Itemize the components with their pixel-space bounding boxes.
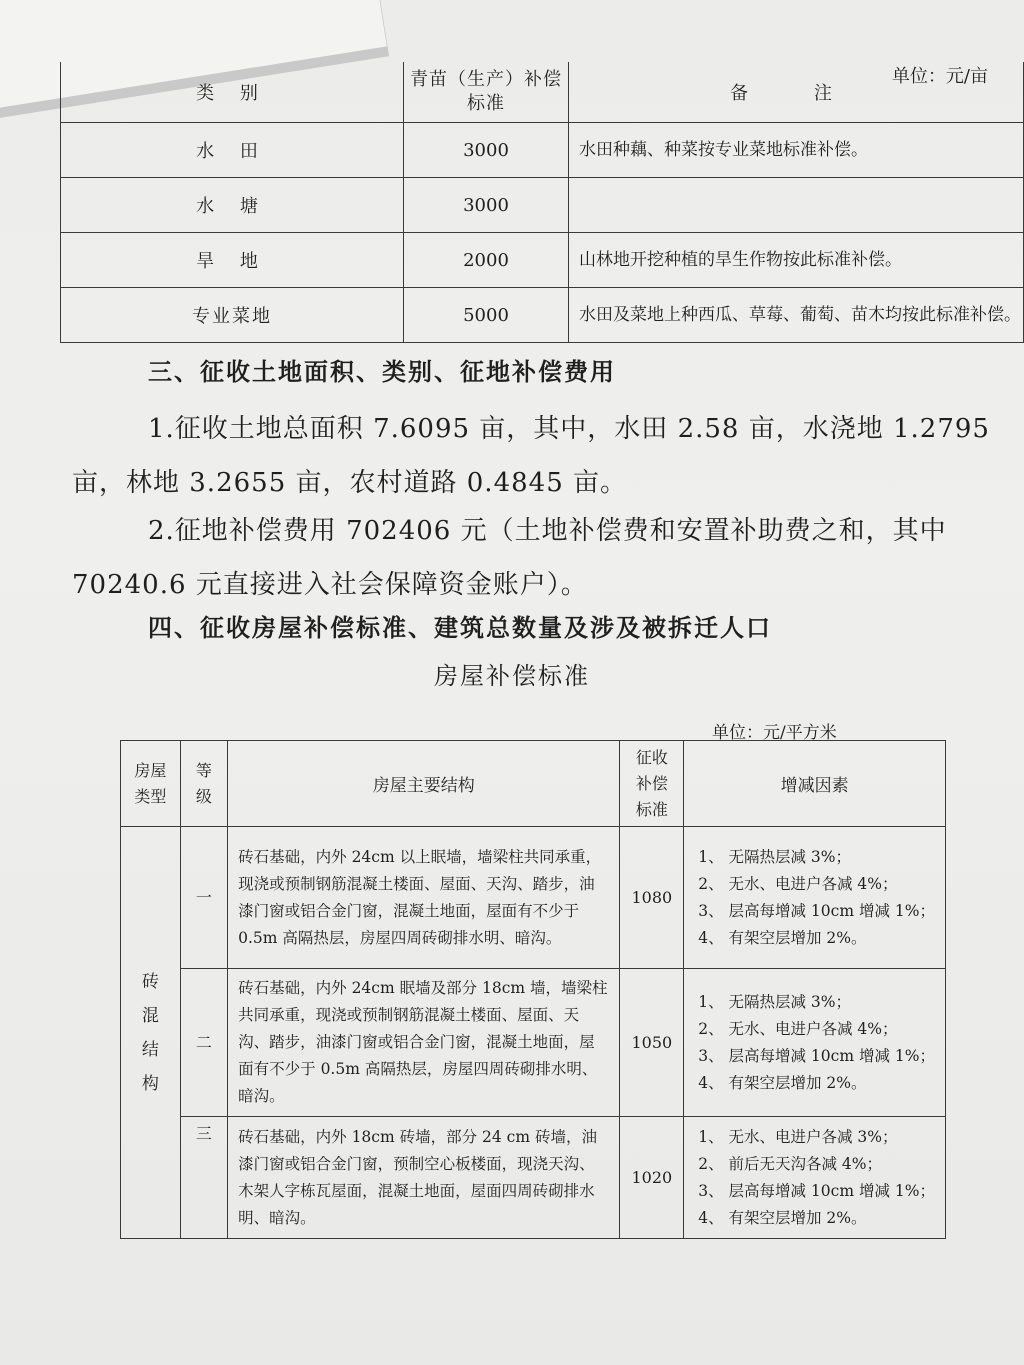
header-type: 类 别	[61, 62, 404, 123]
factor-item: 3、 层高每增减 10cm 增减 1%；	[698, 1181, 935, 1200]
section4-heading: 四、征收房屋补偿标准、建筑总数量及涉及被拆迁人口	[148, 613, 772, 642]
row-note: 水田种藕、种菜按专业菜地标准补偿。	[569, 123, 1024, 178]
row-level: 一	[180, 827, 227, 969]
factor-item: 4、 有架空层增加 2%。	[698, 928, 867, 947]
table-row	[61, 288, 1024, 343]
table-header-row	[121, 741, 946, 827]
header-standard-text: 征收补偿标准	[635, 747, 668, 819]
row-standard: 3000	[404, 123, 569, 178]
section3-paragraph-2: 2.征地补偿费用 702406 元（土地补偿费和安置补助费之和，其中 70240.6 元直接进入社会保障资金账户）。	[72, 516, 947, 600]
table-row	[61, 233, 1024, 288]
section3-paragraph-1: 1.征收土地总面积 7.6095 亩，其中，水田 2.58 亩，水浇地 1.2795 亩，林地 3.2655 亩，农村道路 0.4845 亩。	[72, 414, 990, 498]
row-structure: 砖石基础，内外 18cm 砖墙，部分 24 cm 砖墙，油漆门窗或铝合金门窗，预制空心板楼面，现浇天沟、木架人字栋瓦屋面，混凝土地面，屋面四周砖砌排水明、暗沟。	[228, 1117, 620, 1239]
header-house-type	[121, 741, 181, 827]
header-level	[180, 741, 227, 827]
crop-table-unit: 单位：元/亩	[891, 66, 988, 87]
row-factors	[684, 1117, 946, 1239]
row-level: 二	[180, 969, 227, 1117]
table-row	[121, 1117, 946, 1239]
row-standard: 1020	[620, 1117, 684, 1239]
factor-item: 1、 无隔热层减 3%；	[698, 992, 852, 1011]
row-note: 山林地开挖种植的旱生作物按此标准补偿。	[569, 233, 1024, 288]
header-factors: 增减因素	[684, 741, 946, 827]
table-header-row	[61, 62, 1024, 123]
factor-item: 1、 无隔热层减 3%；	[698, 847, 852, 866]
factor-item: 4、 有架空层增加 2%。	[698, 1073, 867, 1092]
factor-item: 3、 层高每增减 10cm 增减 1%；	[698, 1046, 935, 1065]
table-row	[61, 178, 1024, 233]
row-type: 水 田	[61, 123, 404, 178]
factor-item: 2、 无水、电进户各减 4%；	[698, 874, 898, 893]
row-note: 水田及菜地上种西瓜、草莓、葡萄、苗木均按此标准补偿。	[569, 288, 1024, 343]
row-structure: 砖石基础，内外 24cm 以上眠墙，墙梁柱共同承重，现浇或预制钢筋混凝土楼面、屋面、天沟、踏步，油漆门窗或铝合金门窗，混凝土地面，屋面有不少于 0.5m 高隔热层，房屋四周砖砌排水明、暗沟。	[228, 827, 620, 969]
row-standard: 3000	[404, 178, 569, 233]
factor-item: 4、 有架空层增加 2%。	[698, 1208, 867, 1227]
row-factors	[684, 969, 946, 1117]
section3-heading: 三、征收土地面积、类别、征地补偿费用	[148, 357, 616, 386]
row-standard: 1080	[620, 827, 684, 969]
factor-item: 2、 前后无天沟各减 4%；	[698, 1154, 883, 1173]
factor-item: 1、 无水、电进户各减 3%；	[698, 1127, 898, 1146]
house-type-cell	[121, 827, 181, 1239]
row-structure: 砖石基础，内外 24cm 眠墙及部分 18cm 墙，墙梁柱共同承重，现浇或预制钢筋混凝土楼面、屋面、天沟、踏步，油漆门窗或铝合金门窗，混凝土地面，屋面有不少于 0.5m 高隔热层，房屋四周砖砌排水明、暗沟。	[228, 969, 620, 1117]
header-level-text: 等级	[195, 760, 212, 806]
row-factors	[684, 827, 946, 969]
row-level: 三	[180, 1117, 227, 1239]
header-note: 备 注	[569, 62, 1024, 123]
crop-compensation-table	[60, 62, 1024, 343]
house-table-title: 房屋补偿标准	[434, 662, 590, 690]
header-house-type-text: 房屋类型	[134, 760, 167, 806]
row-note	[569, 178, 1024, 233]
row-type: 水 塘	[61, 178, 404, 233]
row-type: 旱 地	[61, 233, 404, 288]
row-standard: 2000	[404, 233, 569, 288]
house-type-text: 砖混结构	[141, 971, 159, 1094]
header-standard	[620, 741, 684, 827]
house-table-unit: 单位：元/平方米	[712, 723, 837, 743]
row-type: 专业菜地	[61, 288, 404, 343]
table-row	[61, 123, 1024, 178]
factor-item: 2、 无水、电进户各减 4%；	[698, 1019, 898, 1038]
factor-item: 3、 层高每增减 10cm 增减 1%；	[698, 901, 935, 920]
house-compensation-table	[120, 740, 946, 1239]
header-structure: 房屋主要结构	[228, 741, 620, 827]
row-standard: 1050	[620, 969, 684, 1117]
table-row	[121, 969, 946, 1117]
header-standard: 青苗（生产）补偿标准	[404, 62, 569, 123]
row-standard: 5000	[404, 288, 569, 343]
table-row	[121, 827, 946, 969]
